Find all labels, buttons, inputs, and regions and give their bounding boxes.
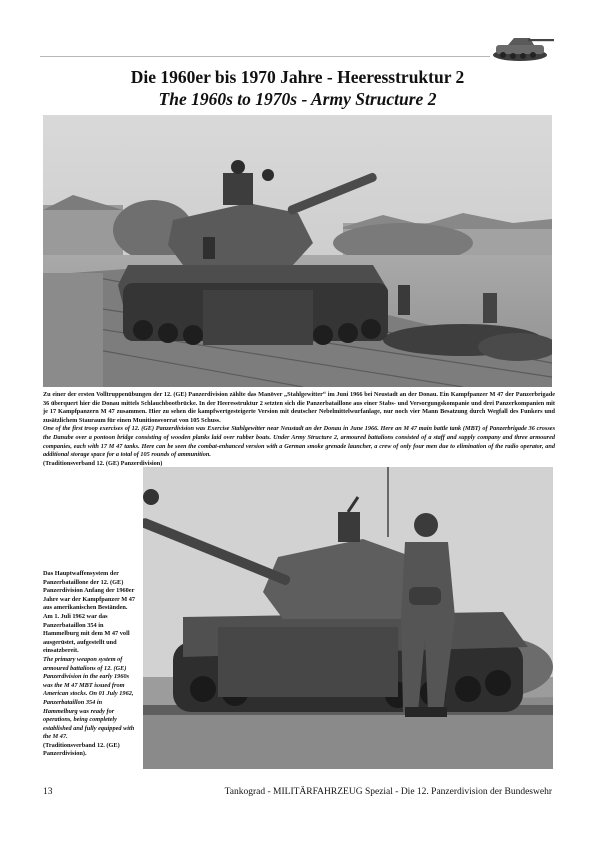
caption-side-english: The primary weapon system of armoured battalions of 12. (GE) Panzerdivision in the early 1960s was the M 47 MBT issued from American stocks. On 01 July 1962, Panzerbataillon 354 in Hammelburg was ready for operations, being completely established and fully equipped with the M 47. bbox=[43, 655, 135, 741]
page-title-german: Die 1960er bis 1970 Jahre - Heeresstruktur 2 bbox=[130, 67, 465, 87]
tank-logo-icon bbox=[488, 26, 556, 66]
caption-top-german: Zu einer der ersten Volltruppenübungen der 12. (GE) Panzerdivision zählte das Manöver „Stahlgewitter“ im Juni 1966 bei Neustadt an der Donau. Ein Kampfpanzer M 47 der Panzerbrigade 36 überquert hier die Donau mittels Schlauchbootbrücke. In der Heeresstruktur 2 setzten sich die Panzerbataillone aus einer Stabs- und Versorgungskompanie und drei Panzerkompanien mit je 17 Kampfpanzern M 47 zusammen. Hier zu sehen die kampfwertgesteigerte Version mit deutscher Nebelmittelwurfanlage, nur noch vier Mann Besatzung durch Wegfall des Funkers und zusätzlichem Stauraum für einen Munitionsvorrat von 105 Schuss. bbox=[43, 391, 555, 424]
caption-side bbox=[43, 570, 136, 759]
footer-publication-title: Tankograd - MILITÄRFAHRZEUG Spezial - Die 12. Panzerdivision der Bundeswehr bbox=[224, 787, 552, 797]
caption-top-english: One of the first troop exercises of 12. (GE) Panzerdivision was Exercise Stahlgewitter near Neustadt an der Donau in June 1966. Here an M 47 main battle tank (MBT) of Panzerbrigade 36 crosses the Danube over a pontoon bridge consisting of wooden planks laid over rubber boats. Under Army Structure 2, armoured battalions consisted of a staff and supply company and three armoured companies, each with 17 M 47 tanks. Here can be seen the combat-enhanced version with a German smoke grenade launcher, a crew of only four men due to elimination of the radio operator, and additional storage space for a total of 105 rounds of ammunition. bbox=[43, 425, 555, 459]
page-title-english: The 1960s to 1970s - Army Structure 2 bbox=[158, 89, 437, 109]
photo-tank-pontoon-bridge bbox=[43, 115, 552, 387]
page-number: 13 bbox=[43, 787, 53, 797]
caption-side-german: Das Hauptwaffensystem der Panzerbataillone der 12. (GE) Panzerdivision Anfang der 1960er Jahre war der Kampfpanzer M 47 aus amerikanischen Beständen. Am 1. Juli 1962 war das Panzerbataillon 354 in Hammelburg mit dem M 47 voll ausgerüstet, aufgestellt und einsatzbereit. bbox=[43, 570, 136, 655]
caption-side-credit: (Traditionsverband 12. (GE) Panzerdivision). bbox=[43, 741, 120, 758]
caption-top-credit: (Traditionsverband 12. (GE) Panzerdivision) bbox=[43, 459, 163, 467]
photo-tank-railcar-soldier bbox=[143, 467, 553, 769]
header-rule bbox=[40, 56, 490, 57]
caption-top bbox=[43, 391, 555, 468]
